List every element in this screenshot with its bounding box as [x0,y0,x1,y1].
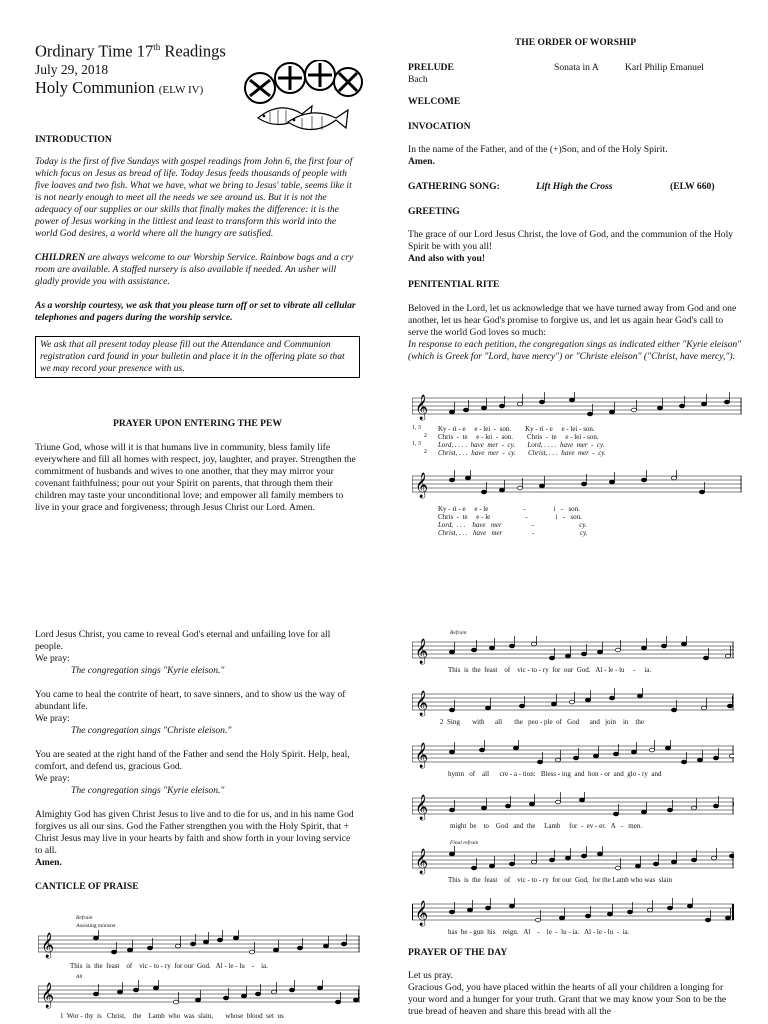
note-icon [613,752,618,756]
hymn-lyric-3: hymn of all cre - a - tion: Bless - ing and hon - or and glo - ry and [448,770,662,778]
note-icon [581,652,586,656]
note-icon [509,644,514,648]
note-icon [513,746,518,750]
we-pray-1: We pray: [35,653,70,664]
note-icon [569,398,574,402]
note-icon [687,904,692,908]
petition-2: You came to heal the contrite of heart, to save sinners, and to show us the way of abundant life. [35,689,346,712]
kyrie-b-line-3: Lord, . . . have mer - cy. [438,521,587,529]
note-icon [697,758,702,762]
kyrie-num-2: 2 [424,433,427,439]
note-icon [641,646,646,650]
note-icon [465,476,470,480]
note-icon [615,866,620,870]
note-icon [539,484,544,488]
note-icon [635,864,640,868]
prelude-row [408,62,743,86]
treble-clef-icon: 𝄞 [415,901,429,926]
note-icon [175,944,180,948]
note-icon [531,642,536,646]
note-icon [297,946,302,950]
hymn-lyric-1: This is the feast of vic - to - ry for our God. Al - le - lu - ia. [448,666,652,674]
note-icon [615,648,620,652]
note-icon [93,992,98,996]
hymn-refrain-label: Refrain [450,630,467,636]
note-icon [517,402,522,406]
note-icon [671,708,676,712]
note-icon [223,996,228,1000]
kyrie-b-line-1: Ky - ri - e e - le - i - son. [438,505,580,513]
note-icon [667,906,672,910]
note-icon [289,988,294,992]
note-icon [597,852,602,856]
note-icon [559,916,564,920]
treble-clef-icon: 𝄞 [415,743,429,768]
kyrie-b-line-4: Christ, . . . have mer - cy. [438,529,588,537]
note-icon [691,806,696,810]
note-icon [713,756,718,760]
welcome-heading: WELCOME [408,96,461,107]
we-pray-3: We pray: [35,773,70,784]
note-icon [691,858,696,862]
note-icon [489,864,494,868]
hymn-staff-2 [412,688,734,718]
treble-clef-icon: 𝄞 [415,395,429,420]
note-icon [481,406,486,410]
note-icon [649,748,654,752]
note-icon [241,994,246,998]
service-date: July 29, 2018 [35,61,109,77]
response-christe: The congregation sings "Christe eleison." [71,725,232,736]
note-icon [449,478,454,482]
note-icon [725,916,730,920]
response-kyrie-1: The congregation sings "Kyrie eleison." [71,665,225,676]
introduction-section [35,134,360,378]
hymn-staff-3 [412,740,734,770]
note-icon [637,694,642,698]
note-icon [671,476,676,480]
note-icon [607,912,612,916]
note-icon [509,904,514,908]
potd-opening: Let us pray. [408,970,453,981]
note-icon [733,802,734,806]
note-icon [233,936,238,940]
note-icon [133,988,138,992]
prelude-piece: Sonata in A [554,62,599,73]
kyrie-num-3: 1, 3 [412,441,421,447]
canticle-all-label: All [76,974,83,980]
note-icon [653,862,658,866]
penitential-text: Beloved in the Lord, let us acknowledge that we have turned away from God and one another, let us hear God's promise to forgive us, and let us again hear God's call to serve the world God loves so much: [408,303,737,338]
gathering-label: GATHERING SONG: [408,181,500,192]
note-icon [609,410,614,414]
note-icon [727,704,732,708]
note-icon [499,488,504,492]
note-icon [173,1000,178,1004]
note-icon [505,804,510,808]
note-icon [681,760,686,764]
note-icon [517,486,522,490]
note-icon [531,860,536,864]
note-icon [485,706,490,710]
note-icon [335,1000,340,1004]
pew-prayer-text: Triune God, whose will it is that humans live in community, bless family life everywhere and fill all homes with respect, joy, laughter, and prayer. Strengthen the commitment of husbands and wives to one another, that they may mirror your covenant faithfulness; pour out your Spirit on parents, that through them their children may taste your unconditional love; and empower all family members to live in your grace and forgiveness; through Jesus Christ our Lord. Amen. [35,442,356,513]
canticle-lyric-1: This is the feast of vic - to - ry for our God. Al - le - lu - ia. [70,962,268,970]
note-icon [479,748,484,752]
note-icon [597,650,602,654]
note-icon [724,400,729,404]
pew-prayer-heading: PRAYER UPON ENTERING THE PEW [113,418,282,429]
treble-clef-icon: 𝄞 [415,639,429,664]
note-icon [449,708,454,712]
note-icon [509,862,514,866]
note-icon [539,400,544,404]
note-icon [93,936,98,940]
note-icon [273,948,278,952]
kyrie-line-4: Christ, . . . have mer - cy. Christ, . . . have mer - cy. [438,449,606,457]
note-icon [153,986,158,990]
note-icon [701,706,706,710]
note-icon [519,704,524,708]
note-icon [609,480,614,484]
treble-clef-icon: 𝄞 [415,691,429,716]
note-icon [449,852,454,856]
children-note: CHILDREN are always welcome to our Worship Service. Rainbow bags and a cry room are available. A staffed nursery is also available if needed. An usher will gladly provide you with assistance. [35,252,354,287]
note-icon [549,858,554,862]
note-icon [341,942,346,946]
note-icon [613,812,618,816]
hymn-staff-6 [412,898,734,928]
kyrie-line-1: Ky - ri - e e - lei - son. Ky - ri - e e - lei - son. [438,425,595,433]
absolution-amen: Amen. [35,857,62,868]
note-icon [671,860,676,864]
treble-clef-icon: 𝄞 [41,933,55,958]
canticle-staff-2 [38,980,360,1010]
pew-prayer-section [35,418,360,514]
note-icon [551,702,556,706]
prelude-composer-cont: Bach [408,74,428,85]
note-icon [609,696,614,700]
kyrie-b-line-2: Chris - te e - le - i - son. [438,513,582,521]
note-icon [705,918,710,922]
hymn-lyric-6: has be - gun his reign. Al - le - lu - ia. Al - le - lu - ia. [448,928,630,936]
invocation-heading: INVOCATION [408,121,471,132]
we-pray-2: We pray: [35,713,70,724]
note-icon [147,946,152,950]
note-icon [699,490,704,494]
note-icon [485,906,490,910]
note-icon [117,990,122,994]
note-icon [647,908,652,912]
note-icon [471,866,476,870]
note-icon [701,402,706,406]
note-icon [255,992,260,996]
gathering-number: (ELW 660) [670,181,715,192]
note-icon [471,648,476,652]
note-icon [449,650,454,654]
treble-clef-icon: 𝄞 [41,983,55,1008]
hymn-staff-1 [412,636,734,666]
note-icon [665,746,670,750]
note-icon [489,646,494,650]
canticle-staff-1 [38,930,360,960]
note-icon [579,798,584,802]
note-icon [353,998,358,1002]
note-icon [537,760,542,764]
petition-1: Lord Jesus Christ, you came to reveal God's eternal and unfailing love for all people. [35,629,331,652]
treble-clef-icon: 𝄞 [415,849,429,874]
note-icon [593,754,598,758]
note-icon [627,910,632,914]
prelude-composer: Karl Philip Emanuel [625,62,704,73]
note-icon [585,914,590,918]
prelude-label: PRELUDE [408,62,454,73]
note-icon [657,406,662,410]
note-icon [681,642,686,646]
note-icon [481,806,486,810]
gathering-row [408,181,743,193]
greeting-text: The grace of our Lord Jesus Christ, the love of God, and the communion of the Holy Spirit be with you all! [408,229,734,252]
note-icon [127,948,132,952]
note-icon [703,656,708,660]
note-icon [581,854,586,858]
gathering-title: Lift High the Cross [536,181,613,192]
note-icon [729,854,734,858]
greeting-response: And also with you! [408,253,486,264]
invocation-text: In the name of the Father, and of the (+)Son, and of the Holy Spirit. [408,144,668,155]
order-heading: THE ORDER OF WORSHIP [514,37,637,48]
note-icon [449,410,454,414]
canticle-assist-label: Assisting minister [76,923,116,929]
loaves-and-fish-icon [240,60,365,138]
order-of-worship [408,37,743,363]
note-icon [711,856,716,860]
page-title: Ordinary Time 17th Readings [35,41,226,61]
note-icon [565,654,570,658]
note-icon [565,856,570,860]
note-icon [667,808,672,812]
note-icon [725,654,730,658]
note-icon [111,950,116,954]
kyrie-petitions [35,629,360,892]
hymn-lyric-2: 2 Sing with all the peo - ple of God and join in the [440,718,644,726]
penitential-heading: PENITENTIAL RITE [408,279,500,290]
hymn-lyric-5: This is the feast of vic - to - ry for our God, for the Lamb who was slain [448,876,672,884]
note-icon [713,804,718,808]
canticle-heading: CANTICLE OF PRAISE [35,881,139,892]
note-icon [555,758,560,762]
note-icon [203,940,208,944]
response-kyrie-2: The congregation sings "Kyrie eleison." [71,785,225,796]
treble-clef-icon: 𝄞 [415,795,429,820]
note-icon [195,998,200,1002]
note-icon [190,942,195,946]
penitential-instruction: In response to each petition, the congregation sings as indicated either "Kyrie eleison" (which is Greek for "Lord, have mercy") or "Christe eleison" ("Christ, have mercy,"). [408,339,742,362]
note-icon [679,404,684,408]
note-icon [631,408,636,412]
service-name: Holy Communion (ELW IV) [35,77,204,97]
note-icon [535,918,540,922]
note-icon [317,986,322,990]
introduction-heading: INTRODUCTION [35,134,112,145]
note-icon [449,750,454,754]
hymn-staff-4 [412,792,734,822]
note-icon [217,938,222,942]
introduction-text: Today is the first of five Sundays with gospel readings from John 6, the first four of which focus on Jesus as bread of life. Today Jesus feeds thousands of people with five loaves and two fish. What we have, what we bring to Jesus' table, seems like it is not nearly enough to meet all the needs we see around us. But it is not the adequacy of our supplies or our skills that finally makes the difference: it is the power of Jesus working in the littlest and least to transform this world into the world God desires, a world where all the hungry are satisfied. [35,156,353,239]
petition-3: You are seated at the right hand of the Father and send the Holy Spirit. Help, heal, comfort, and defend us, gracious God. [35,749,350,772]
note-icon [661,644,666,648]
kyrie-num-1: 1, 3 [412,425,421,431]
potd-text: Gracious God, you have placed within the hearts of all your children a longing for your word and a hunger for your truth. Grant that we may know your Son to be the true bread of heaven and share this bread with all the [408,982,727,1017]
courtesy-note: As a worship courtesy, we ask that you please turn off or set to vibrate all cellular telephones and pagers during the worship service. [35,300,356,323]
prayer-of-the-day [408,947,743,1018]
note-icon [249,950,254,954]
kyrie-line-3: Lord, . . . . have mer - cy. Lord, . . . . have mer - cy. [438,441,605,449]
note-icon [463,408,468,412]
note-icon [573,756,578,760]
note-icon [641,810,646,814]
kyrie-staff-1 [412,392,742,422]
hymn-staff-5 [412,846,734,876]
attendance-note: We ask that all present today please fill out the Attendance and Communion registration card found in your bulletin and place it in the offering plate so that we may record your presence with us. [35,336,360,378]
canticle-lyric-2: 1 Wor - thy is Christ, the Lamb who was slain, whose blood set us [60,1012,284,1020]
kyrie-num-4: 2 [424,449,427,455]
kyrie-staff-2 [412,470,742,500]
note-icon [449,910,454,914]
note-icon [549,656,554,660]
note-icon [271,990,276,994]
note-icon [449,808,454,812]
note-icon [631,750,636,754]
hymn-lyric-4: might be to God and the Lamb for - ev - er. A - men. [450,822,643,830]
note-icon [499,404,504,408]
absolution-text: Almighty God has given Christ Jesus to live and to die for us, and in his name God forgives us all our sins. God the Father strengthen you with the Holy Spirit, that + Christ Jesus may live in your hearts by faith and show forth in your loving service to all. [35,809,354,856]
note-icon [641,478,646,482]
kyrie-line-2: Chris - te e - lei - son. Chris - te e - lei - son. [438,433,599,441]
treble-clef-icon: 𝄞 [415,473,429,498]
greeting-heading: GREETING [408,206,460,217]
note-icon [585,698,590,702]
note-icon [729,754,734,758]
invocation-amen: Amen. [408,156,435,167]
note-icon [529,802,534,806]
canticle-refrain-label: Refrain [76,915,93,921]
potd-heading: PRAYER OF THE DAY [408,947,508,958]
note-icon [581,482,586,486]
note-icon [467,908,472,912]
note-icon [555,800,560,804]
note-icon [587,412,592,416]
note-icon [481,490,486,494]
note-icon [323,944,328,948]
note-icon [569,700,574,704]
hymn-final-label: Final refrain [450,840,479,846]
